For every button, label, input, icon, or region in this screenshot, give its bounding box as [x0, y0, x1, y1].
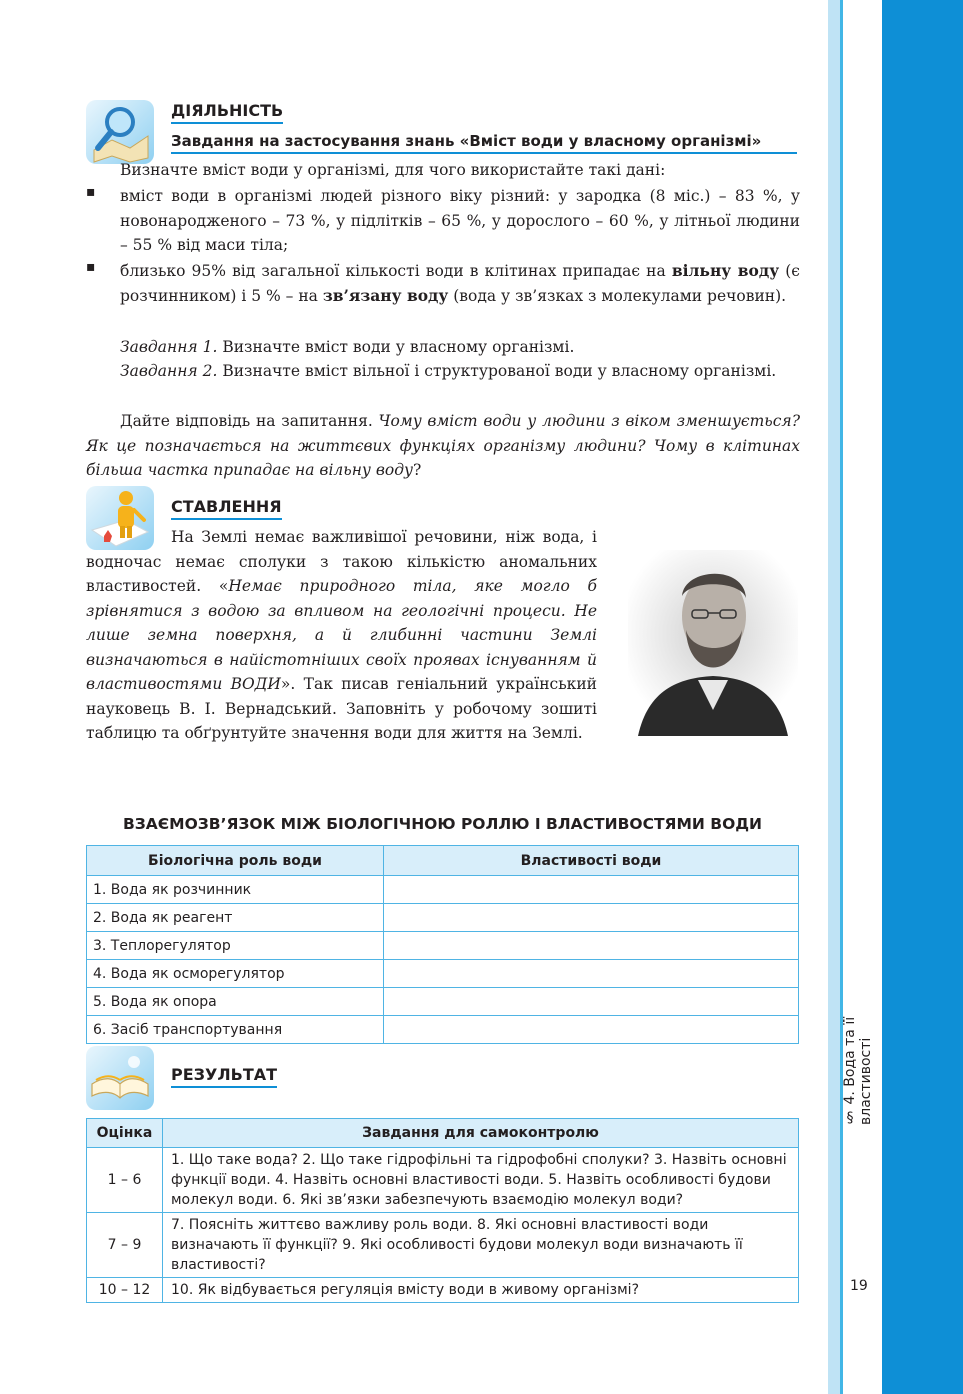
- task-2: Завдання 2. Визначте вміст вільної і структурованої води у власному організмі.: [120, 362, 777, 380]
- empty-cell: [384, 876, 799, 904]
- table-title: ВЗАЄМОЗВ’ЯЗОК МІЖ БІОЛОГІЧНОЮ РОЛЛЮ І ВЛАСТИВОСТЯМИ ВОДИ: [122, 815, 763, 833]
- empty-cell: [384, 932, 799, 960]
- column-header: Оцінка: [87, 1119, 163, 1148]
- bullet-water-content: вміст води в організмі людей різного віку різний: у зародка (8 міс.) – 83 %, у новонародженого – 73 %, у підлітків – 65 %, у дорослого – 60 %, у літньої людини – 55 % від маси тіла;: [120, 187, 800, 254]
- tasks-cell: 1. Що таке вода? 2. Що таке гідрофільні та гідрофобні сполуки? 3. Назвіть основні функції води. 4. Назвіть основні властивості води. 5. Назвіть особливості будови молекул води. 6. Які зв’язки забезпечують взаємодію молекул води?: [163, 1148, 799, 1213]
- magnifier-map-icon: [86, 100, 154, 164]
- table-row: [87, 1148, 799, 1213]
- empty-cell: [384, 1016, 799, 1044]
- task-1: Завдання 1. Визначте вміст води у власному організмі.: [120, 338, 575, 356]
- self-control-table: [86, 1118, 799, 1303]
- table-row: [87, 932, 799, 960]
- column-header: Завдання для самоконтролю: [163, 1119, 799, 1148]
- table-row: [87, 1213, 799, 1278]
- table-header-row: [87, 846, 799, 876]
- role-properties-table: [86, 845, 799, 1044]
- table-row: [87, 1016, 799, 1044]
- sidebar-stripe-light: [828, 0, 840, 1394]
- tasks-cell: 7. Поясніть життєво важливу роль води. 8. Які основні властивості води визначають її функції? 9. Які особливості будови молекул води визначають її властивості?: [163, 1213, 799, 1278]
- attitude-heading: СТАВЛЕННЯ: [171, 497, 282, 520]
- empty-cell: [384, 988, 799, 1016]
- bullet-marker: ▪: [86, 184, 96, 200]
- table-cell: 2. Вода як реагент: [87, 904, 384, 932]
- table-cell: 5. Вода як опора: [87, 988, 384, 1016]
- activity-heading: ДІЯЛЬНІСТЬ: [171, 101, 283, 124]
- activity-subheading: Завдання на застосування знань «Вміст води у власному організмі»: [171, 132, 797, 154]
- table-cell: 4. Вода як осморегулятор: [87, 960, 384, 988]
- bullet-free-bound-water: близько 95% від загальної кількості води в клітинах припадає на вільну воду (є розчинником) і 5 % – на зв’язану воду (вода у зв’язках з молекулами речовин).: [120, 261, 800, 305]
- table-row: [87, 876, 799, 904]
- table-cell: 6. Засіб транспортування: [87, 1016, 384, 1044]
- activity-intro: Визначте вміст води у організмі, для чого використайте такі дані:: [120, 161, 666, 179]
- table-row: [87, 988, 799, 1016]
- table-header-row: [87, 1119, 799, 1148]
- tasks-cell: 10. Як відбувається регуляція вмісту води в живому організмі?: [163, 1278, 799, 1303]
- page-number: 19: [850, 1278, 868, 1294]
- column-header: Біологічна роль води: [87, 846, 384, 876]
- grade-cell: 10 – 12: [87, 1278, 163, 1303]
- table-row: [87, 1278, 799, 1303]
- table-row: [87, 904, 799, 932]
- sidebar-stripe-white: [840, 0, 885, 1394]
- table-cell: 3. Теплорегулятор: [87, 932, 384, 960]
- open-book-icon: [86, 1046, 154, 1110]
- column-header: Властивості води: [384, 846, 799, 876]
- sidebar-stripe-dark: [882, 0, 963, 1394]
- bullet-marker: ▪: [86, 259, 96, 275]
- questions-paragraph: Дайте відповідь на запитання. Чому вміст води у людини з віком зменшується? Як це позначається на життєвих функціях організму людини? Чому в клітинах більша частка припадає на вільну воду?: [86, 412, 800, 479]
- attitude-paragraph: На Землі немає важливішої речовини, ніж вода, і водночас немає сполуки з такою кількістю аномальних властивостей. «Немає природного тіла, яке могло б зрівнятися з водою за впливом на геологічні процеси. Не лише земна поверхня, а й глибинні частини Землі визначаються в найістотніших своїх проявах існуванням й властивостями ВОДИ». Так писав геніальний український науковець В. І. Вернадський. Заповніть у робочому зошиті таблицю та обґрунтуйте значення води для життя на Землі.: [86, 528, 597, 742]
- grade-cell: 7 – 9: [87, 1213, 163, 1278]
- grade-cell: 1 – 6: [87, 1148, 163, 1213]
- empty-cell: [384, 904, 799, 932]
- vernadsky-portrait: [628, 550, 798, 736]
- empty-cell: [384, 960, 799, 988]
- result-heading: РЕЗУЛЬТАТ: [171, 1065, 277, 1088]
- sidebar: [828, 0, 963, 1394]
- table-cell: 1. Вода як розчинник: [87, 876, 384, 904]
- section-title-vertical: § 4. Вода та її властивості: [842, 1016, 874, 1125]
- table-row: [87, 960, 799, 988]
